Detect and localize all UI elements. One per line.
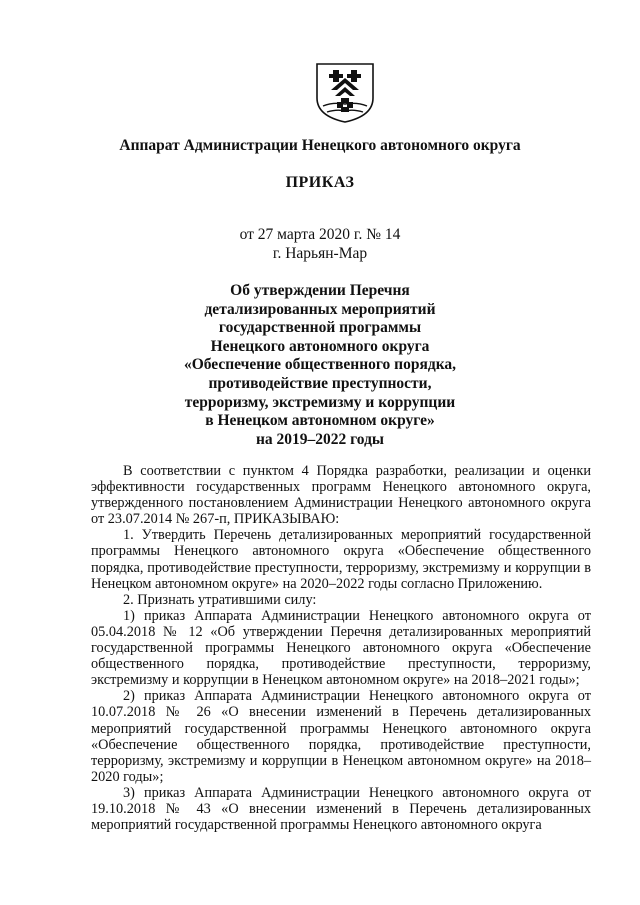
body-paragraph: 3) приказ Аппарата Администрации Ненецкого автономного округа от 19.10.2018 № 43 «О внесении изменений в Перечень детализированных мероприятий государственной программы Ненецкого автономного округа bbox=[91, 784, 591, 834]
title-line: на 2019–2022 годы bbox=[255, 430, 385, 448]
body-paragraph: В соответствии с пунктом 4 Порядка разработки, реализации и оценки эффективности государственных программ Ненецкого автономного округа, утвержденного постановлением Администрации Ненецкого автономного округа от 23.07.2014 № 267-п, ПРИКАЗЫВАЮ: bbox=[91, 463, 591, 528]
title-line: в Ненецком автономном округе» bbox=[205, 412, 435, 430]
title-line: противодействие преступности, bbox=[208, 374, 432, 392]
body-paragraph: 1. Утвердить Перечень детализированных мероприятий государственной программы Ненецкого автономного округа «Обеспечение общественного порядка, противодействие преступности, терроризму, экстремизму и коррупции в Ненецком автономном округе» на 2020–2022 годы согласно Приложению. bbox=[91, 527, 591, 592]
title-line: Ненецкого автономного округа bbox=[210, 337, 430, 355]
title-line: государственной программы bbox=[218, 319, 422, 337]
title-line: детализированных мероприятий bbox=[204, 300, 436, 318]
body-paragraph: 2) приказ Аппарата Администрации Ненецкого автономного округа от 10.07.2018 № 26 «О внесении изменений в Перечень детализированных мероприятий государственной программы Ненецкого автономного округа «Обеспечение общественного порядка, противодействие преступности, терроризму, экстремизму и коррупции в Ненецком автономном округе» на 2018–2020 годы»; bbox=[91, 688, 591, 785]
document-type: ПРИКАЗ bbox=[285, 174, 355, 191]
document-title bbox=[0, 282, 640, 449]
coat-of-arms-emblem bbox=[313, 58, 377, 124]
document-place: г. Нарьян-Мар bbox=[272, 245, 368, 262]
title-line: «Обеспечение общественного порядка, bbox=[183, 356, 457, 374]
body-paragraph: 2. Признать утратившими силу: bbox=[123, 591, 317, 608]
document-body bbox=[91, 463, 591, 833]
body-paragraph: 1) приказ Аппарата Администрации Ненецкого автономного округа от 05.04.2018 № 12 «Об утверждении Перечня детализированных мероприятий государственной программы Ненецкого автономного округа «Обеспечение общественного порядка, противодействие преступности, терроризму, экстремизму и коррупции в Ненецком автономном округе» на 2018–2021 годы»; bbox=[91, 607, 591, 689]
title-line: Об утверждении Перечня bbox=[230, 282, 410, 299]
document-date-number: от 27 марта 2020 г. № 14 bbox=[239, 226, 401, 243]
title-line: терроризму, экстремизму и коррупции bbox=[184, 393, 456, 411]
organization-name: Аппарат Администрации Ненецкого автономного округа bbox=[119, 137, 521, 154]
